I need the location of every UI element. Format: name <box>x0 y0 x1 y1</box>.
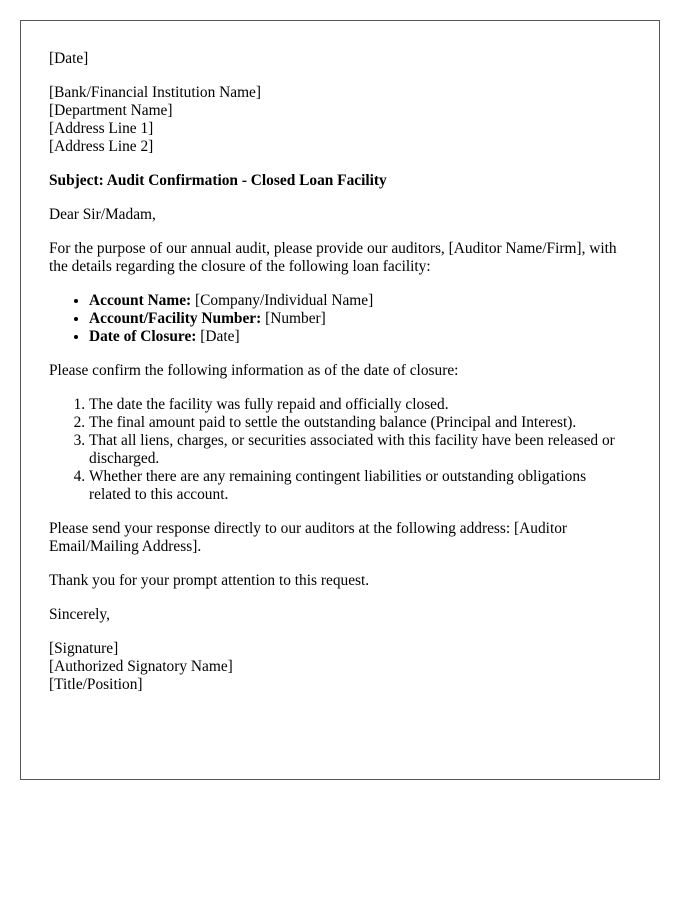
recipient-department: [Department Name] <box>49 102 173 119</box>
letter-date: [Date] <box>49 50 89 67</box>
facility-details-list <box>49 292 631 346</box>
confirmation-items-list <box>49 396 631 504</box>
detail-label: Date of Closure: <box>89 328 197 345</box>
detail-item-account-name <box>89 292 631 310</box>
confirm-item: 1. The date the facility was fully repaid and officially closed. <box>89 396 631 414</box>
letter-page <box>20 20 660 780</box>
letter-subject: Subject: Audit Confirmation - Closed Loan Facility <box>49 172 387 189</box>
signatory-title: [Title/Position] <box>49 676 143 693</box>
intro-paragraph: For the purpose of our annual audit, please provide our auditors, [Auditor Name/Firm], with the details regarding the closure of the following loan facility: <box>49 240 617 275</box>
detail-value: [Date] <box>196 328 240 345</box>
signature-block <box>49 640 631 694</box>
detail-label: Account Name: <box>89 292 192 309</box>
signature-placeholder: [Signature] <box>49 640 119 657</box>
response-request: Please send your response directly to our auditors at the following address: [Auditor Email/Mailing Address]. <box>49 520 568 555</box>
confirm-item: 2. The final amount paid to settle the outstanding balance (Principal and Interest). <box>89 414 631 432</box>
recipient-institution: [Bank/Financial Institution Name] <box>49 84 262 101</box>
salutation: Dear Sir/Madam, <box>49 206 156 223</box>
detail-item-closure-date <box>89 328 631 346</box>
detail-value: [Number] <box>261 310 326 327</box>
confirm-item: 3. That all liens, charges, or securities associated with this facility have been released or discharged. <box>89 432 631 468</box>
recipient-address-block <box>49 84 631 156</box>
thanks-line: Thank you for your prompt attention to this request. <box>49 572 370 589</box>
detail-value: [Company/Individual Name] <box>191 292 374 309</box>
confirm-intro: Please confirm the following information as of the date of closure: <box>49 362 459 379</box>
recipient-address-line-2: [Address Line 2] <box>49 138 154 155</box>
signatory-name: [Authorized Signatory Name] <box>49 658 233 675</box>
detail-item-facility-number <box>89 310 631 328</box>
recipient-address-line-1: [Address Line 1] <box>49 120 154 137</box>
detail-label: Account/Facility Number: <box>89 310 262 327</box>
closing: Sincerely, <box>49 606 110 623</box>
confirm-item: 4. Whether there are any remaining contingent liabilities or outstanding obligations related to this account. <box>89 468 631 504</box>
